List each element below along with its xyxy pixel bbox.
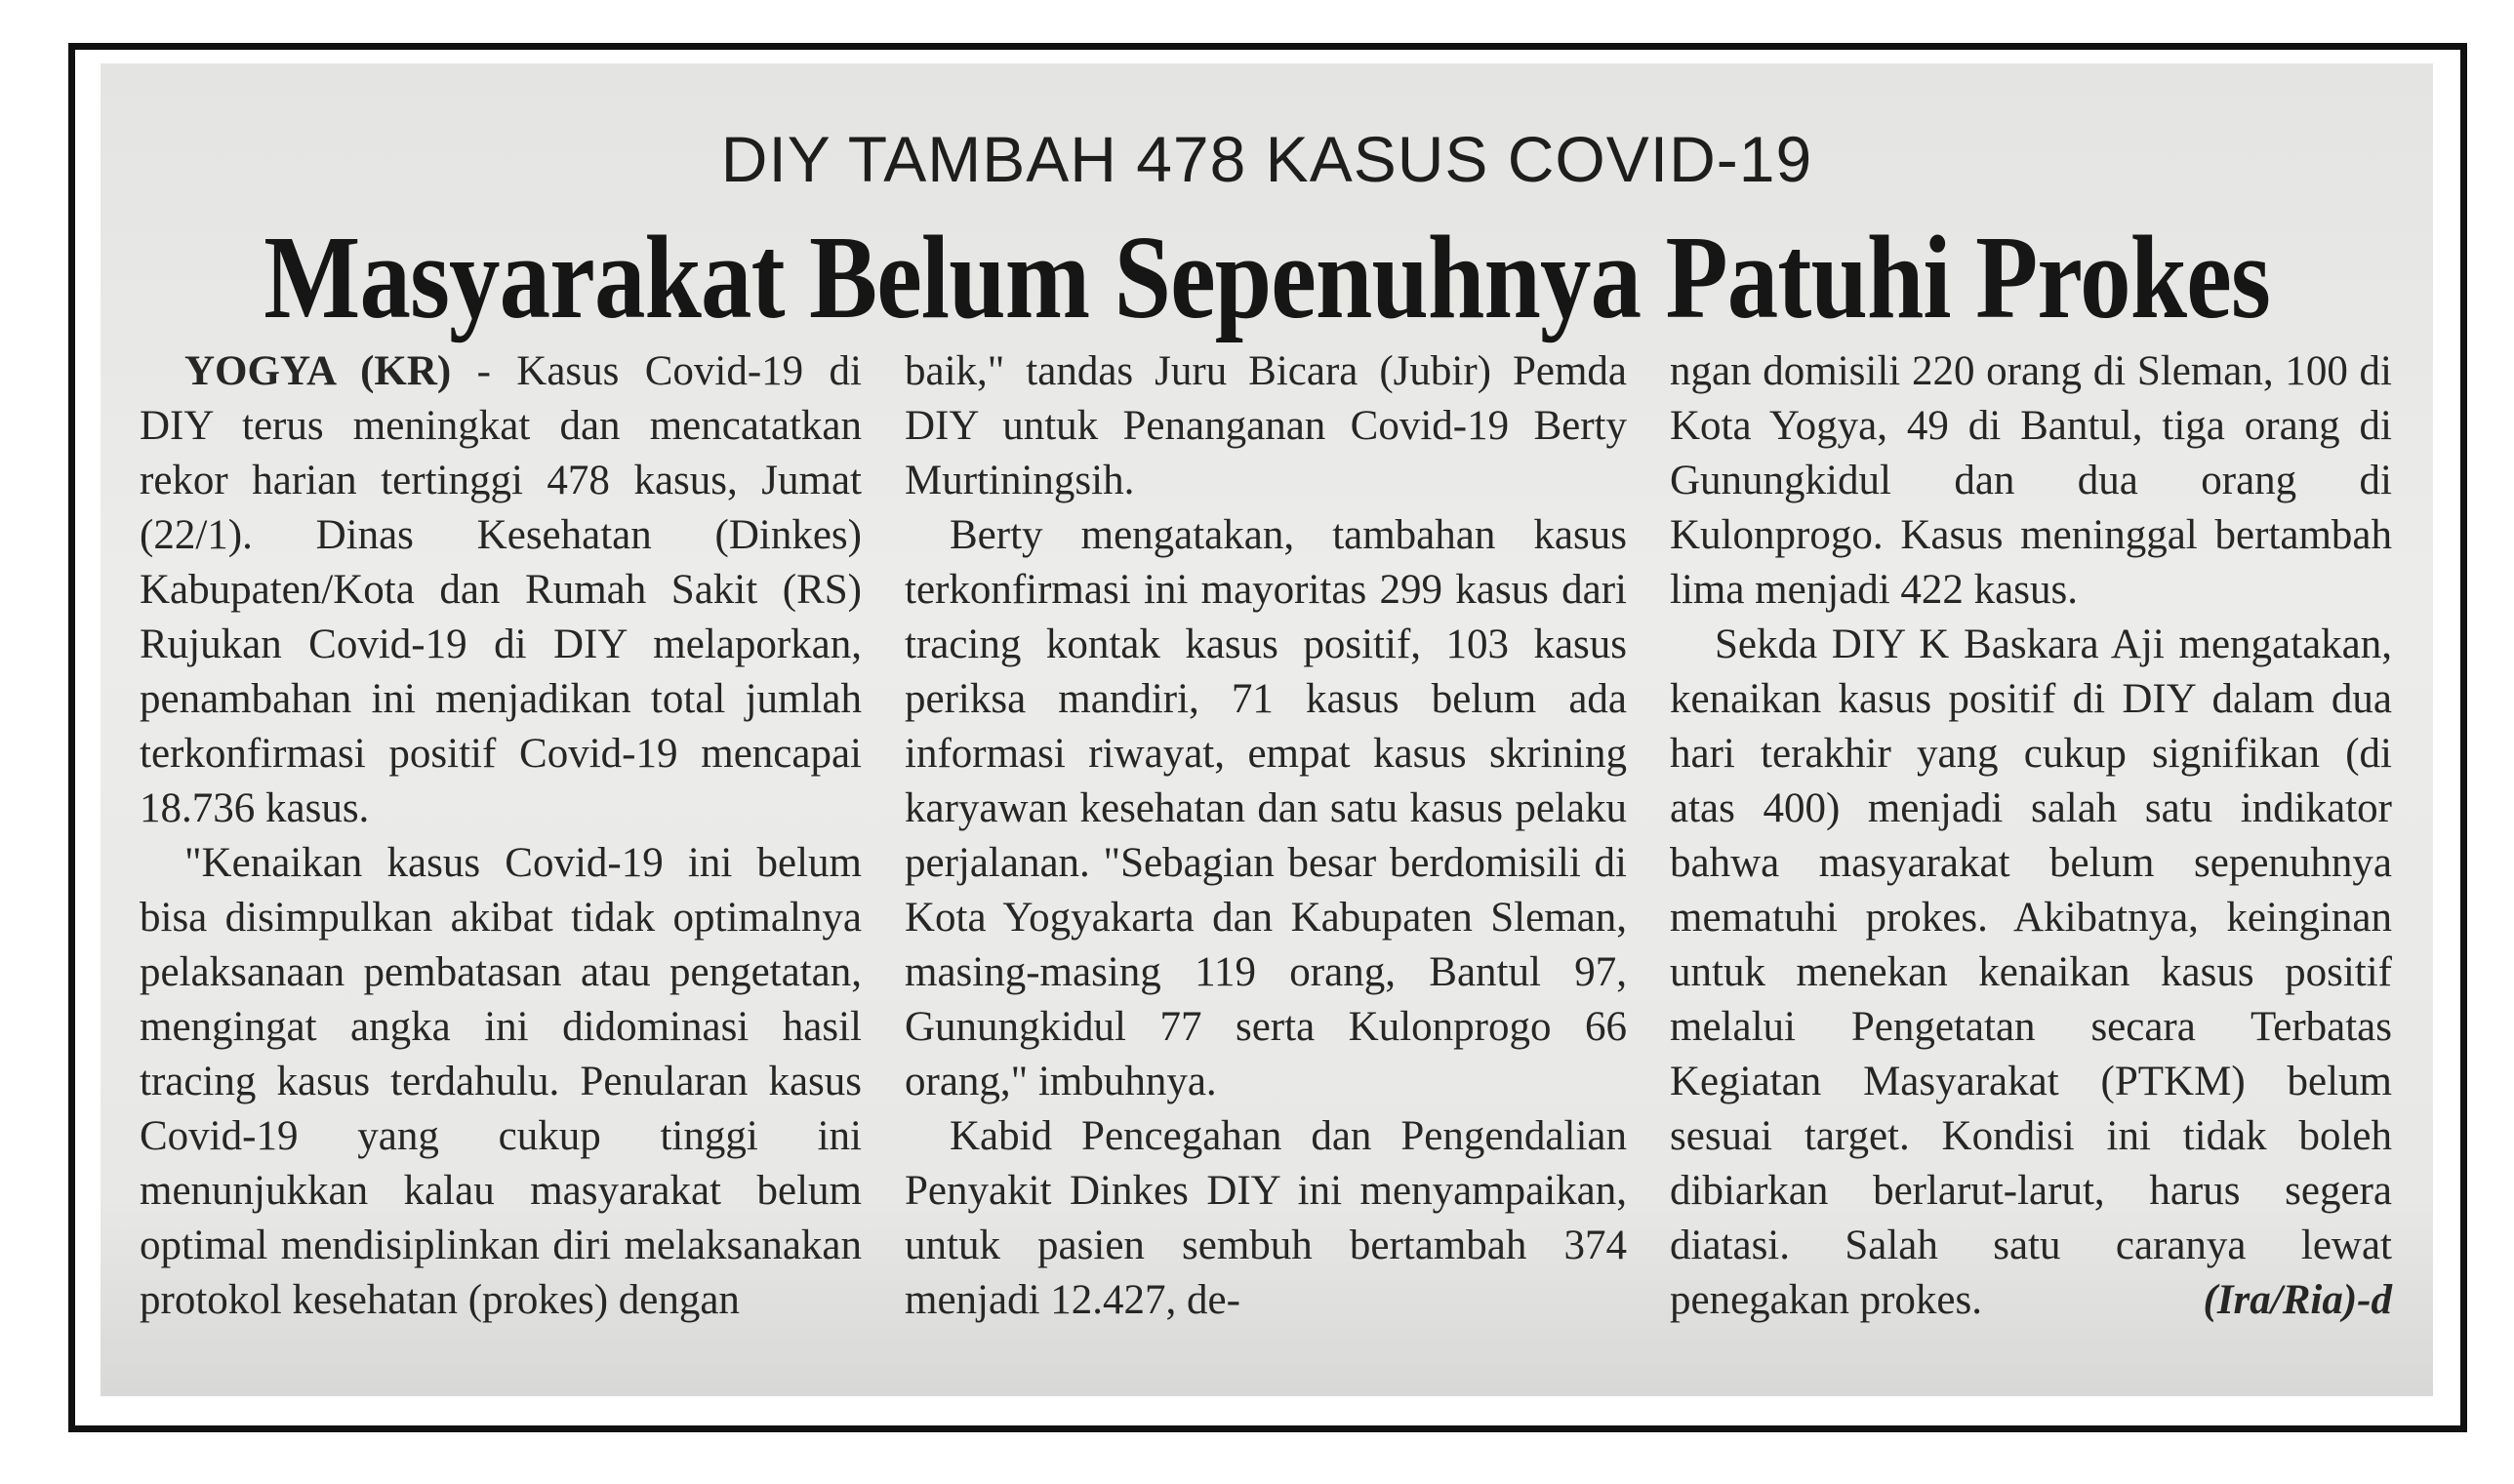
- paragraph: baik," tandas Juru Bicara (Jubir) Pemda DIY untuk Penanganan Covid-19 Berty Murtiningsih.: [905, 348, 1627, 503]
- paragraph: [140, 344, 862, 836]
- main-headline: Masyarakat Belum Sepenuhnya Patuhi Prokes: [264, 212, 2270, 343]
- paragraph-text: - Kasus Covid-19 di DIY terus meningkat dan mencatatkan rekor harian tertinggi 478 kasus, Jumat (22/1). Dinas Kesehatan (Dinkes) Kabupaten/Kota dan Rumah Sakit (RS) Rujukan Covid-19 di DIY melaporkan, penambahan ini menjadikan total jumlah terkonfirmasi positif Covid-19 mencapai 18.736 kasus.: [140, 348, 862, 831]
- paragraph: [1670, 618, 2392, 1328]
- kicker-headline: DIY TAMBAH 478 KASUS COVID-19: [720, 123, 1813, 195]
- paragraph-text: Sekda DIY K Baskara Aji mengatakan, kenaikan kasus positif di DIY dalam dua hari terakhir yang cukup signifikan (di atas 400) menjadi salah satu indikator bahwa masyarakat belum sepenuhnya mematuhi prokes. Akibatnya, keinginan untuk menekan kenaikan kasus positif melalui Pengetatan secara Terbatas Kegiatan Masyarakat (PTKM) belum sesuai target. Kondisi ini tidak boleh dibiarkan berlarut-larut, harus segera diatasi. Salah satu caranya lewat penegakan prokes.: [1670, 622, 2392, 1323]
- article-column-2: [905, 344, 1627, 1328]
- paragraph: "Kenaikan kasus Covid-19 ini belum bisa disimpulkan akibat tidak optimalnya pelaksanaan pembatasan atau pengetatan, mengingat angka ini didominasi hasil tracing kasus terdahulu. Penularan kasus Covid-19 yang cukup tinggi ini menunjukkan kalau masyarakat belum optimal mendisiplinkan diri melaksanakan protokol kesehatan (prokes) dengan: [140, 840, 862, 1323]
- paragraph: ngan domisili 220 orang di Sleman, 100 di Kota Yogya, 49 di Bantul, tiga orang di Gunungkidul dan dua orang di Kulonprogo. Kasus meninggal bertambah lima menjadi 422 kasus.: [1670, 348, 2392, 613]
- article-column-1: [140, 344, 862, 1328]
- paragraph: Berty mengatakan, tambahan kasus terkonfirmasi ini mayoritas 299 kasus dari tracing kontak kasus positif, 103 kasus periksa mandiri, 71 kasus belum ada informasi riwayat, empat kasus skrining karyawan kesehatan dan satu kasus pelaku perjalanan. "Sebagian besar berdomisili di Kota Yogyakarta dan Kabupaten Sleman, masing-masing 119 orang, Bantul 97, Gunungkidul 77 serta Kulonprogo 66 orang," imbuhnya.: [905, 512, 1627, 1104]
- clipping-frame: [68, 43, 2467, 1432]
- newspaper-clipping: [101, 63, 2433, 1396]
- author-signature: (Ira/Ria)-d: [2203, 1277, 2392, 1323]
- dateline: YOGYA (KR): [184, 348, 452, 394]
- paragraph: Kabid Pencegahan dan Pengendalian Penyakit Dinkes DIY ini menyampaikan, untuk pasien sembuh bertambah 374 menjadi 12.427, de-: [905, 1113, 1627, 1323]
- article-column-3: [1670, 344, 2392, 1328]
